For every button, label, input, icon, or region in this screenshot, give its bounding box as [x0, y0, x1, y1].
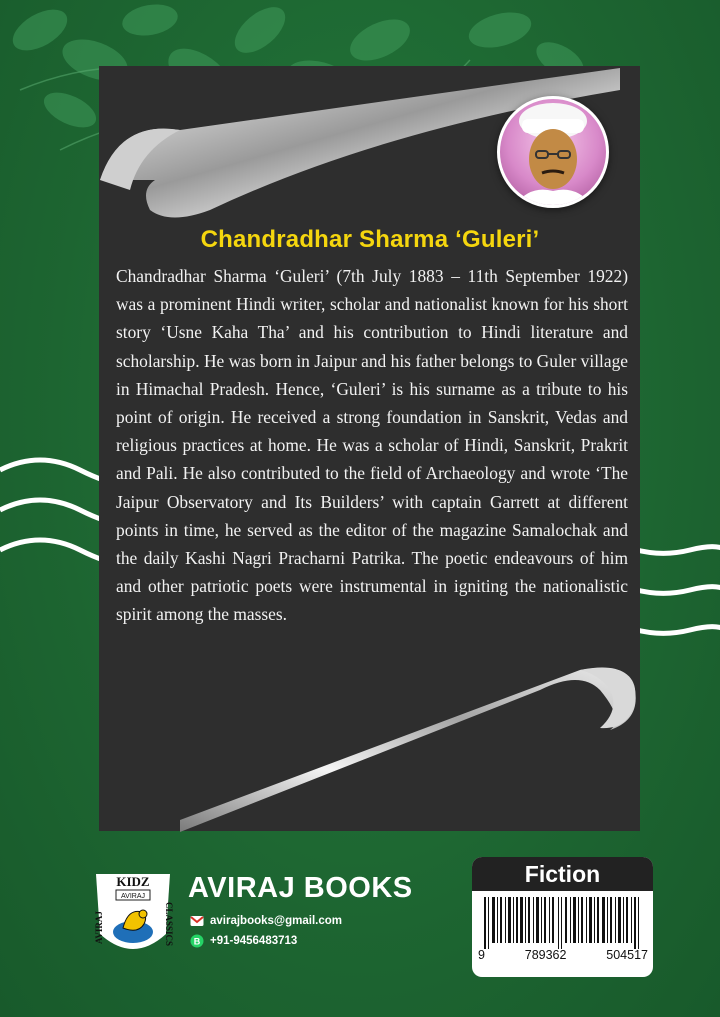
phone-text: +91-9456483713: [210, 935, 298, 947]
isbn-first: 9: [478, 948, 485, 962]
isbn-middle: 789362: [524, 948, 567, 962]
publisher-logo: [88, 864, 178, 964]
isbn-last: 504517: [606, 948, 648, 962]
isbn-barcode: [482, 897, 642, 949]
svg-text:B: B: [193, 936, 201, 947]
logo-left-text: AVIRAJ: [94, 911, 104, 944]
logo-inner-text: AVIRAJ: [121, 893, 145, 900]
mail-icon: [190, 914, 204, 928]
logo-kidz-text: KIDZ: [116, 874, 150, 889]
logo-right-text: CLASSICS: [164, 902, 174, 947]
isbn-number: [478, 948, 648, 962]
publisher-name: AVIRAJ BOOKS: [188, 872, 413, 904]
author-portrait: [497, 96, 609, 208]
whatsapp-icon: [190, 934, 204, 948]
email-text: avirajbooks@gmail.com: [210, 915, 343, 927]
publisher-phone[interactable]: [190, 934, 297, 948]
author-name-heading: Chandradhar Sharma ‘Guleri’: [200, 226, 540, 253]
author-biography: Chandradhar Sharma ‘Guleri’ (7th July 1883 – 11th September 1922) was a prominent Hindi writer, scholar and nationalist known for his short story ‘Usne Kaha Tha’ and his contribution to Hindi literature and scholarship. He was born in Jaipur and his father belongs to Guler village in Himachal Pradesh. Hence, ‘Guleri’ is his surname as a tribute to his point of origin. He received a strong foundation in Sanskrit, Vedas and religious practices at home. He was a scholar of Hindi, Sanskrit, Prakrit and Pali. He also contributed to the field of Archaeology and wrote ‘The Jaipur Observatory and Its Builders’ with captain Garrett at different points in time, he served as the editor of the magazine Samalochak and the daily Kashi Nagri Pracharni Patrika. The poetic endeavours of him and other patriotic poets were instrumental in igniting the nationalistic spirit among the masses.: [116, 266, 628, 625]
publisher-email[interactable]: [190, 914, 342, 928]
page-curl-bottom: [180, 650, 660, 840]
genre-label: Fiction: [472, 857, 653, 891]
